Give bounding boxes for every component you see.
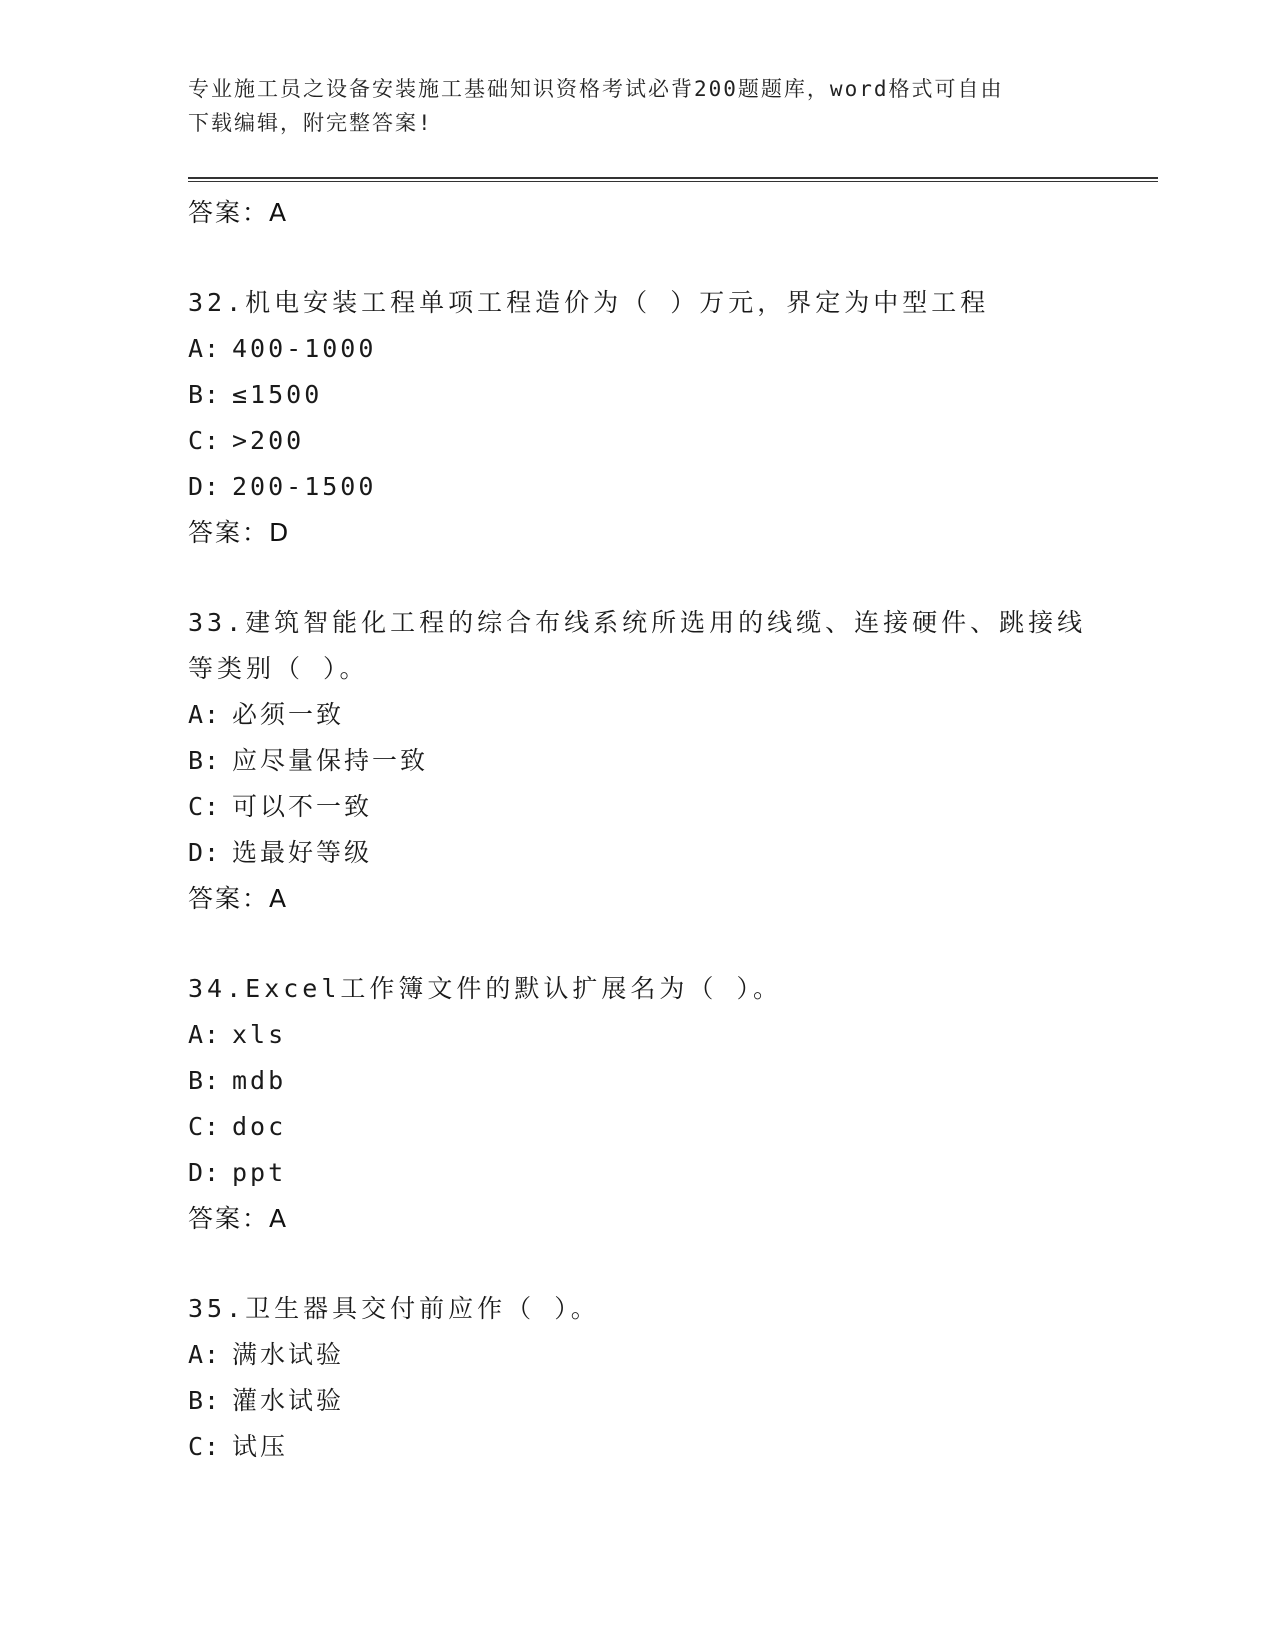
option-a <box>188 692 1158 738</box>
option-key: D: <box>188 838 221 867</box>
option-key: C: <box>188 426 221 455</box>
option-key: B: <box>188 746 221 775</box>
option-text: >200 <box>232 426 305 455</box>
option-key: A: <box>188 334 221 363</box>
answer-line: 答案：A <box>188 1204 289 1233</box>
spacer <box>188 1242 1158 1286</box>
option-d <box>188 464 1158 510</box>
option-text: ≤1500 <box>232 380 323 409</box>
option-a <box>188 1332 1158 1378</box>
spacer <box>188 556 1158 600</box>
option-key: D: <box>188 472 221 501</box>
option-text: 应尽量保持一致 <box>232 746 429 775</box>
option-text: 200-1500 <box>232 472 377 501</box>
option-c <box>188 784 1158 830</box>
option-text: 选最好等级 <box>232 838 373 867</box>
option-b <box>188 372 1158 418</box>
spacer <box>188 922 1158 966</box>
option-d <box>188 1150 1158 1196</box>
option-key: C: <box>188 1432 221 1461</box>
header-line-1: 专业施工员之设备安装施工基础知识资格考试必背200题题库，word格式可自由 <box>188 77 1004 101</box>
option-key: C: <box>188 792 221 821</box>
option-text: 400-1000 <box>232 334 377 363</box>
option-key: C: <box>188 1112 221 1141</box>
option-key: A: <box>188 1020 221 1049</box>
question-list <box>188 190 1158 1470</box>
option-key: D: <box>188 1158 221 1187</box>
option-key: B: <box>188 1386 221 1415</box>
question-stem: 33.建筑智能化工程的综合布线系统所选用的线缆、连接硬件、跳接线 <box>188 608 1087 637</box>
option-d <box>188 830 1158 876</box>
question-block <box>188 966 1158 1242</box>
option-text: mdb <box>232 1066 287 1095</box>
option-text: 灌水试验 <box>232 1386 345 1415</box>
option-a <box>188 326 1158 372</box>
option-b <box>188 1058 1158 1104</box>
answer-line: 答案：A <box>188 884 289 913</box>
question-block <box>188 1286 1158 1470</box>
option-b <box>188 738 1158 784</box>
question-stem-continued: 等类别（ ）。 <box>188 654 369 683</box>
option-key: B: <box>188 380 221 409</box>
question-stem: 32.机电安装工程单项工程造价为（ ）万元，界定为中型工程 <box>188 288 990 317</box>
answer-line: 答案：D <box>188 518 291 547</box>
option-key: B: <box>188 1066 221 1095</box>
header-line-2: 下载编辑，附完整答案! <box>188 111 433 135</box>
header-divider <box>188 177 1158 182</box>
option-text: 满水试验 <box>232 1340 345 1369</box>
option-a <box>188 1012 1158 1058</box>
answer-line: 答案：A <box>188 198 289 227</box>
question-block <box>188 600 1158 922</box>
option-text: xls <box>232 1020 287 1049</box>
option-text: doc <box>232 1112 287 1141</box>
document-header <box>188 72 1088 140</box>
question-block <box>188 280 1158 556</box>
option-text: 可以不一致 <box>232 792 373 821</box>
option-key: A: <box>188 1340 221 1369</box>
option-text: ppt <box>232 1158 287 1187</box>
option-b <box>188 1378 1158 1424</box>
option-text: 必须一致 <box>232 700 345 729</box>
option-key: A: <box>188 700 221 729</box>
option-text: 试压 <box>232 1432 289 1461</box>
question-stem: 34.Excel工作簿文件的默认扩展名为（ ）。 <box>188 974 782 1003</box>
spacer <box>188 236 1158 280</box>
option-c <box>188 1104 1158 1150</box>
option-c <box>188 418 1158 464</box>
option-c <box>188 1424 1158 1470</box>
question-stem: 35.卫生器具交付前应作（ ）。 <box>188 1294 600 1323</box>
